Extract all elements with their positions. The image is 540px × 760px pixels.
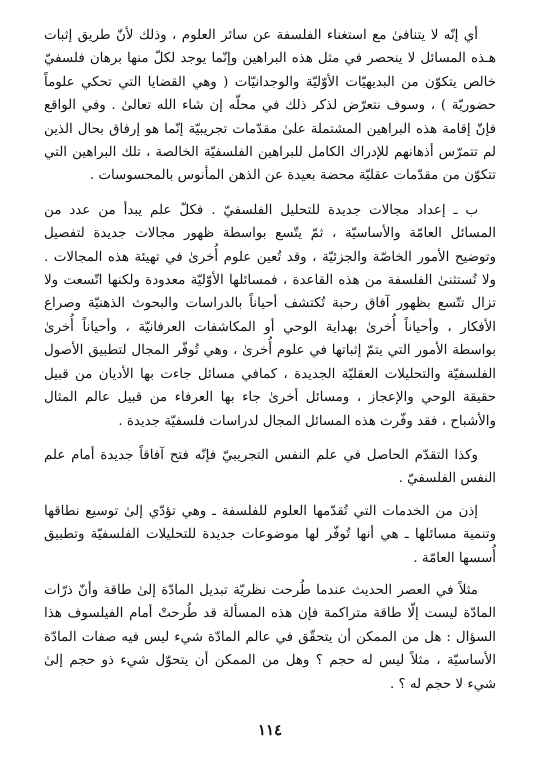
page-number: ١١٤: [257, 721, 283, 739]
paragraph-1: أي إنّه لا يتنافىٰ مع استغناء الفلسفة عن سائر العلوم ، وذلك لأنّ طريق إثبات هـذه المسائل لا ينحصر في مثل هذه البراهين وإنّما يوجد لكلّ منها برهان فلسفيّ خالص يتكوّن من البديهيّات الأوّليّة والوجدانيّات ( وهي القضايا التي تحكي علوماً حضوريّة ) ، وسوف نتعرّض لذكر ذلك في محلّه إن شاء الله تعالىٰ . وفي الواقع فإنّ إقامة هذه البراهين المشتملة علىٰ مقدّمات تجريبيّة إنّما هو إرفاق بحال الذين لم تتمرّس أذهانهم للإدراك الكامل للبراهين الفلسفيّة الخالصة ، تلك البراهين التي تتكوّن من مقدّمات عقليّة محضة بعيدة عن الذهن المأنوس بالمحسوسات .: [44, 28, 496, 184]
paragraph-2: ب ـ إعداد مجالات جديدة للتحليل الفلسفيّ . فكلّ علم يبدأ من عدد من المسائل العامّة والأساسيّة ، ثمّ يتّسع بواسطة ظهور مجالات جديدة لتفصيل وتوضيح الأمور الخاصّة والجزئيّة ، وقد تُعين علوم أُخرىٰ في تهيئة هذه المجالات . ولا تُستثنىٰ الفلسفة من هذه القاعدة ، فمسائلها الأوّليّة معدودة ولكنها اتّسعت ولا تزال تتّسع بظهور آفاق رحبة تُكتشف أحياناً بالدراسات والبحوث الذهنيّة وصراع الأفكار ، وأحياناً أُخرىٰ بهداية الوحي أو المكاشفات العرفانيّة ، وأحياناً أُخرىٰ بواسطة الأمور التي يتمّ إثباتها في علوم أُخرىٰ ، وهي تُوفّر المجال لتطبيق الأصول الفلسفيّة والتحليلات العقليّة الجديدة ، كمافي مسائل جاءت بها الأديان من قبيل حقيقة الوحي والإعجاز ، ومسائل أخرىٰ جاء بها العرفاء من قبيل عالم المثال والأشباح ، فقد وفّرت هذه المسائل المجال لدراسات فلسفيّة جديدة .: [44, 202, 496, 429]
paragraph-4: إذن من الخدمات التي تُقدّمها العلوم للفلسفة ـ وهي تؤدّي إلىٰ توسيع نطاقها وتنمية مسائلها ـ هي أنها تُوفّر لها موضوعات جديدة للتحليلات الفلسفيّة وتطبيق أُسسها العامّة .: [44, 503, 496, 566]
paragraph-5: مثلاً في العصر الحديث عندما طُرحت نظريّة تبديل المادّة إلىٰ طاقة وأنّ ذرّات المادّة ليست إلّا طاقة متراكمة فإن هذه المسألة قد طُرحتْ أمام الفيلسوف هذا السؤال : هل من الممكن أن يتحقّق في عالم المادّة شيء ليس فيه صفات المادّة الأساسيّة ، مثلاً ليس له حجم ؟ وهل من الممكن أن يتحوّل شيء ذو حجم إلىٰ شيء لا حجم له ؟ .: [44, 582, 496, 692]
paragraph-3: وكذا التقدّم الحاصل في علم النفس التجريبيّ فإنّه فتح آفاقاً جديدة أمام علم النفس الفلسفيّ .: [44, 447, 496, 487]
